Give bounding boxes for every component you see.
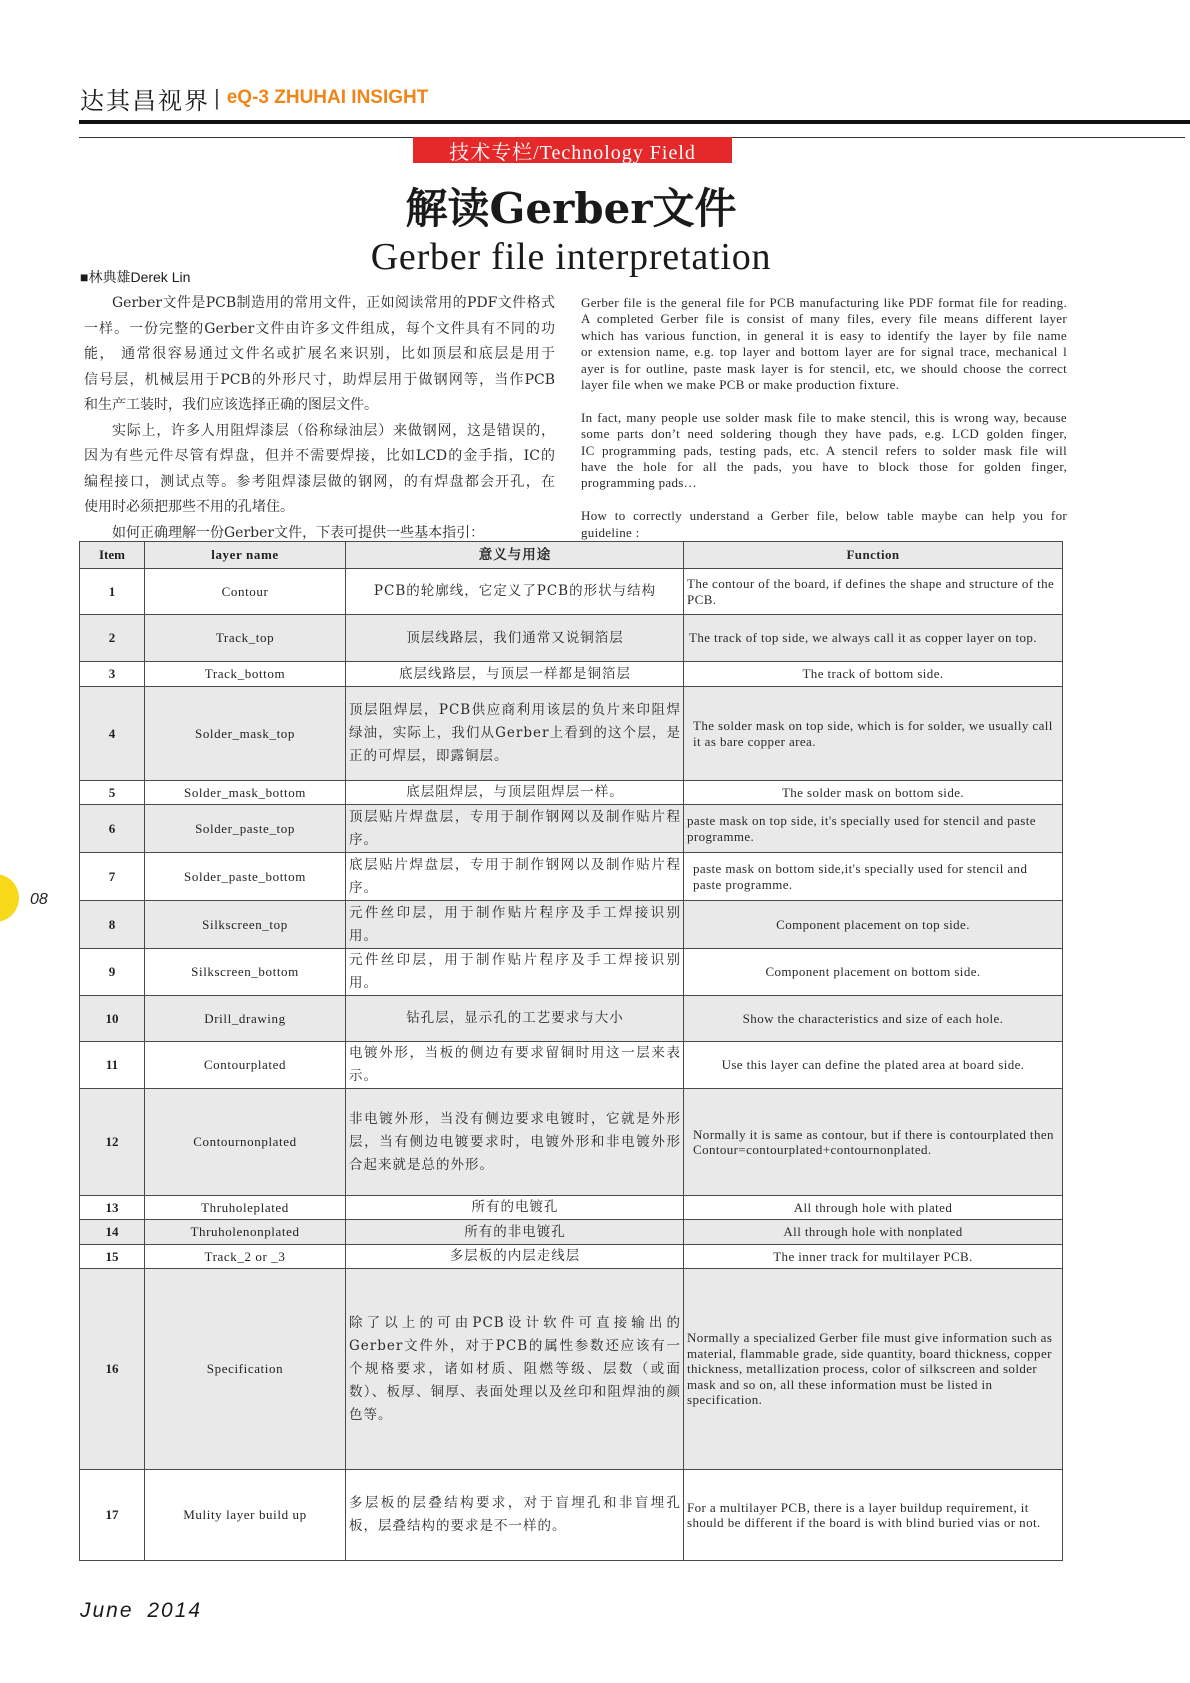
item-number-cell: [80, 1089, 145, 1196]
brand-name-en: eQ-3 ZHUHAI INSIGHT: [226, 87, 429, 108]
paragraph: [84, 291, 555, 419]
header-rule-thick: [79, 120, 1190, 124]
text-line: Gerber文件是PCB制造用的常用文件，正如阅读常用的PDF文件格式: [112, 295, 555, 311]
function-en: All through hole with nonplated: [783, 1224, 963, 1240]
paragraph: [581, 295, 1067, 393]
function-en: The contour of the board, if defines the shape and structure of the PCB.: [687, 576, 1055, 607]
layer-name: Contour: [221, 583, 269, 599]
text-line: layer file when we make PCB or make production fixture.: [581, 377, 900, 393]
author-byline: ■林典雄Derek Lin: [80, 269, 191, 285]
header-layer-name: layer name: [211, 547, 279, 562]
layer-name: Silkscreen_top: [202, 916, 288, 932]
description-cn-cell: [346, 687, 684, 781]
layer-name-cell: [145, 662, 346, 687]
item-number: 7: [108, 868, 116, 884]
description-cn: 元件丝印层，用于制作贴片程序及手工焊接识别用。: [349, 904, 681, 944]
item-number-cell: [80, 949, 145, 996]
table-row: [80, 781, 1063, 805]
function-en: For a multilayer PCB, there is a layer buildup requirement, it should be different if the board is with blind buried vias or not.: [687, 1499, 1041, 1530]
article-title-cn: 解读Gerber文件: [405, 184, 737, 233]
layer-name: Mulity layer build up: [183, 1507, 307, 1522]
paragraph: [581, 410, 1067, 492]
header-meaning: 意义与用途: [478, 546, 552, 563]
description-cn: 顶层阻焊层，PCB供应商利用该层的负片来印阻焊绿油，实际上，我们从Gerber上看到的这个层，是正的可焊层，即露铜层。: [349, 702, 681, 764]
item-number-cell: [80, 1196, 145, 1220]
layer-name: Specification: [206, 1361, 284, 1376]
function-en: The solder mask on bottom side.: [781, 784, 965, 800]
text-line: 使用时必须把那些不用的孔堵住。: [84, 499, 294, 515]
function-en: The track of top side, we always call it as copper layer on top.: [689, 630, 1037, 646]
function-en-cell: [684, 781, 1063, 805]
description-cn: 底层贴片焊盘层，专用于制作钢网以及制作贴片程序。: [349, 856, 681, 896]
description-cn-cell: [346, 901, 684, 949]
function-en-cell: [684, 1042, 1063, 1089]
description-cn-cell: [346, 615, 684, 662]
layer-name-cell: [145, 996, 346, 1042]
function-en-cell: [684, 1089, 1063, 1196]
description-cn: 多层板的内层走线层: [449, 1248, 581, 1264]
paragraph: [84, 419, 555, 521]
function-en: The solder mask on top side, which is for solder, we usually call it as bare copper area.: [693, 718, 1053, 749]
function-en-cell: [684, 949, 1063, 996]
table-row: [80, 1245, 1063, 1269]
table-row: [80, 1220, 1063, 1245]
header-item-cell: [80, 542, 145, 569]
function-en: All through hole with plated: [793, 1199, 953, 1215]
description-cn-cell: [346, 1042, 684, 1089]
item-number-cell: [80, 1269, 145, 1470]
header-layer-name-cell: [145, 542, 346, 569]
layer-name-cell: [145, 615, 346, 662]
text-line: programming pads…: [581, 475, 697, 491]
layer-name-cell: [145, 1245, 346, 1269]
function-en-cell: [684, 1220, 1063, 1245]
function-en-cell: [684, 1245, 1063, 1269]
item-number: 10: [105, 1010, 119, 1026]
text-line: 一样。一份完整的Gerber文件由许多文件组成，每个文件具有不同的功: [84, 320, 555, 337]
header-function-cell: [684, 542, 1063, 569]
text-line: some parts don’t need soldering though they have pads, e.g. LCD golden finger,: [581, 426, 1067, 442]
description-cn: 多层板的层叠结构要求，对于盲埋孔和非盲埋孔板，层叠结构的要求是不一样的。: [349, 1495, 681, 1534]
description-cn: 电镀外形，当板的侧边有要求留铜时用这一层来表示。: [349, 1045, 681, 1084]
table-row: [80, 1196, 1063, 1220]
description-cn-cell: [346, 853, 684, 901]
text-line: 实际上，许多人用阻焊漆层（俗称绿油层）来做钢网，这是错误的，: [112, 422, 555, 439]
description-cn-cell: [346, 1470, 684, 1561]
layer-name: Solder_paste_top: [195, 820, 295, 836]
table-row: [80, 853, 1063, 901]
text-line: Gerber file is the general file for PCB manufacturing like PDF format file for reading.: [581, 295, 1067, 310]
item-number-cell: [80, 569, 145, 615]
item-number-cell: [80, 1470, 145, 1561]
text-line: ayer is for outline, paste mask layer is for stencil, etc, we should choose the correct: [581, 360, 1067, 376]
function-en-cell: [684, 1196, 1063, 1220]
brand-name-cn: 达其昌视界: [80, 86, 210, 115]
table-row: [80, 901, 1063, 949]
text-line: 和生产工装时，我们应该选择正确的图层文件。: [84, 397, 378, 413]
header-function: Function: [846, 547, 900, 563]
header-item: Item: [99, 547, 125, 562]
function-en: The track of bottom side.: [802, 666, 944, 682]
layer-name: Track_bottom: [204, 666, 286, 681]
text-line: 因为有些元件尽管有焊盘，但并不需要焊接，比如LCD的金手指，IC的: [84, 448, 555, 464]
function-en-cell: [684, 569, 1063, 615]
layer-name: Drill_drawing: [204, 1010, 286, 1026]
layer-name-cell: [145, 805, 346, 853]
description-cn-cell: [346, 569, 684, 615]
item-number-cell: [80, 853, 145, 901]
item-number: 12: [105, 1134, 119, 1149]
item-number: 8: [108, 916, 116, 932]
layer-name-cell: [145, 1042, 346, 1089]
layer-name: Contournonplated: [193, 1134, 297, 1149]
item-number-cell: [80, 996, 145, 1042]
description-cn-cell: [346, 1196, 684, 1220]
page-tab-marker: [0, 874, 19, 922]
table-row: [80, 805, 1063, 853]
function-en: The inner track for multilayer PCB.: [773, 1248, 973, 1264]
layer-name: Track_2 or _3: [204, 1248, 286, 1264]
table-row: [80, 615, 1063, 662]
text-line: In fact, many people use solder mask file to make stencil, this is wrong way, because: [581, 409, 1067, 425]
item-number: 1: [108, 583, 116, 599]
section-banner: 技术专栏/Technology Field: [413, 137, 732, 163]
text-line: 信号层，机械层用于PCB的外形尺寸，助焊层用于做钢网等，当作PCB: [84, 371, 555, 388]
layer-name-cell: [145, 853, 346, 901]
function-en-cell: [684, 662, 1063, 687]
item-number-cell: [80, 687, 145, 781]
item-number: 16: [105, 1361, 119, 1376]
function-en-cell: [684, 901, 1063, 949]
layer-name-cell: [145, 1470, 346, 1561]
item-number-cell: [80, 1245, 145, 1269]
page-number: 08: [30, 891, 48, 908]
function-en: paste mask on top side, it's specially used for stencil and paste programme.: [687, 813, 1036, 844]
layer-name-cell: [145, 949, 346, 996]
item-number: 17: [105, 1507, 119, 1522]
item-number-cell: [80, 901, 145, 949]
layer-name-cell: [145, 1269, 346, 1470]
description-cn: 顶层贴片焊盘层，专用于制作钢网以及制作贴片程序。: [349, 808, 681, 848]
text-line: IC programming pads, testing pads, etc. A stencil refers to solder mask file will: [581, 442, 1067, 458]
description-cn: 除了以上的可由PCB设计软件可直接输出的Gerber文件外，对于PCB的属性参数还应该有一个规格要求，诸如材质、阻燃等级、层数（或面数）、板厚、铜厚、表面处理以及丝印和阻焊油的颜色等。: [349, 1314, 681, 1423]
text-line: 如何正确理解一份Gerber文件，下表可提供一些基本指引：: [112, 524, 485, 541]
description-cn-cell: [346, 949, 684, 996]
function-en: paste mask on bottom side,it's specially used for stencil and paste programme.: [693, 861, 1028, 892]
text-line: 编程接口，测试点等。参考阻焊漆层做的钢网，的有焊盘都会开孔，在: [84, 473, 555, 490]
text-line: or extension name, e.g. top layer and bottom layer are for signal trace, mechanical l: [581, 344, 1067, 360]
function-en-cell: [684, 1470, 1063, 1561]
text-line: A completed Gerber file is consist of many files, every file means different layer: [581, 311, 1067, 327]
paragraph: [581, 508, 1067, 541]
description-cn-cell: [346, 662, 684, 687]
text-line: guideline :: [581, 524, 640, 540]
layer-name: Thruholeplated: [201, 1199, 289, 1215]
layer-name: Thruholenonplated: [190, 1224, 300, 1239]
layer-name-cell: [145, 781, 346, 805]
description-cn: 顶层线路层，我们通常又说铜箔层: [406, 629, 624, 646]
layer-name-cell: [145, 1089, 346, 1196]
layer-name: Solder_paste_bottom: [184, 868, 306, 884]
description-cn-cell: [346, 1245, 684, 1269]
table-row: [80, 949, 1063, 996]
table-row: [80, 1269, 1063, 1470]
item-number: 6: [108, 820, 116, 836]
function-en: Component placement on top side.: [776, 916, 970, 932]
description-cn: 所有的非电镀孔: [464, 1223, 566, 1240]
function-en-cell: [684, 615, 1063, 662]
description-cn: 所有的电镀孔: [471, 1199, 559, 1215]
layer-name: Contourplated: [203, 1057, 287, 1072]
item-number: 11: [105, 1057, 119, 1072]
description-cn: 底层阻焊层，与顶层阻焊层一样。: [406, 784, 624, 800]
layer-name-cell: [145, 1196, 346, 1220]
table-header-row: [80, 542, 1063, 569]
item-number: 9: [108, 964, 116, 979]
description-cn-cell: [346, 996, 684, 1042]
layer-name-cell: [145, 1220, 346, 1245]
item-number: 2: [108, 630, 116, 645]
layer-name: Silkscreen_bottom: [191, 964, 299, 979]
layer-name-cell: [145, 687, 346, 781]
text-line: which has various function, in general it is easy to identify the layer by file name: [581, 327, 1067, 343]
item-number-cell: [80, 1220, 145, 1245]
item-number-cell: [80, 1042, 145, 1089]
masthead: [80, 82, 428, 114]
layer-name: Solder_mask_bottom: [183, 784, 307, 800]
item-number: 3: [108, 666, 116, 681]
description-cn: 元件丝印层，用于制作贴片程序及手工焊接识别用。: [349, 952, 681, 991]
function-en: Show the characteristics and size of each hole.: [742, 1010, 1004, 1026]
body-column-cn: [84, 291, 555, 546]
layer-name-cell: [145, 901, 346, 949]
description-cn: 钻孔层，显示孔的工艺要求与大小: [406, 1010, 624, 1026]
function-en: Normally a specialized Gerber file must give information such as material, flammable grade, side quantity, board thickness, copper thickness, metallization process, color of silkscreen and solder mask and so on, all these information must be listed in specification.: [687, 1330, 1053, 1408]
function-en-cell: [684, 853, 1063, 901]
brand-separator: |: [214, 85, 220, 110]
description-cn-cell: [346, 781, 684, 805]
text-line: How to correctly understand a Gerber file, below table maybe can help you for: [581, 508, 1067, 524]
text-line: have the hole for all the pads, you have to block those for golden finger,: [581, 459, 1067, 475]
table-row: [80, 1089, 1063, 1196]
description-cn: PCB的轮廓线，它定义了PCB的形状与结构: [373, 583, 657, 599]
item-number: 4: [108, 725, 116, 741]
function-en-cell: [684, 687, 1063, 781]
table-row: [80, 662, 1063, 687]
table-row: [80, 1042, 1063, 1089]
table-row: [80, 687, 1063, 781]
item-number: 15: [105, 1248, 119, 1264]
description-cn-cell: [346, 805, 684, 853]
item-number-cell: [80, 615, 145, 662]
function-en-cell: [684, 805, 1063, 853]
table-row: [80, 1470, 1063, 1561]
item-number-cell: [80, 805, 145, 853]
table-row: [80, 569, 1063, 615]
function-en: Normally it is same as contour, but if there is contourplated then Contour=contourplated+contournonplated.: [693, 1126, 1054, 1157]
item-number-cell: [80, 662, 145, 687]
item-number: 13: [105, 1199, 119, 1215]
item-number-cell: [80, 781, 145, 805]
item-number: 14: [105, 1224, 119, 1239]
body-column-en: [581, 295, 1067, 541]
layer-name: Solder_mask_top: [195, 725, 295, 741]
description-cn-cell: [346, 1220, 684, 1245]
gerber-layer-table: [79, 541, 1063, 1561]
issue-date: June 2014: [80, 1599, 203, 1622]
article-title-en: Gerber file interpretation: [370, 236, 772, 278]
function-en-cell: [684, 996, 1063, 1042]
description-cn-cell: [346, 1269, 684, 1470]
layer-name: Track_top: [215, 630, 275, 645]
description-cn: 底层线路层，与顶层一样都是铜箔层: [399, 665, 631, 682]
text-line: 能， 通常很容易通过文件名或扩展名来识别，比如顶层和底层是用于: [84, 346, 555, 362]
description-cn: 非电镀外形，当没有侧边要求电镀时，它就是外形层，当有侧边电镀要求时，电镀外形和非电镀外形合起来就是总的外形。: [349, 1110, 681, 1173]
function-en: Use this layer can define the plated area at board side.: [721, 1057, 1025, 1073]
function-en-cell: [684, 1269, 1063, 1470]
table-row: [80, 996, 1063, 1042]
header-meaning-cell: [346, 542, 684, 569]
item-number: 5: [108, 784, 116, 800]
function-en: Component placement on bottom side.: [765, 964, 981, 980]
description-cn-cell: [346, 1089, 684, 1196]
layer-name-cell: [145, 569, 346, 615]
